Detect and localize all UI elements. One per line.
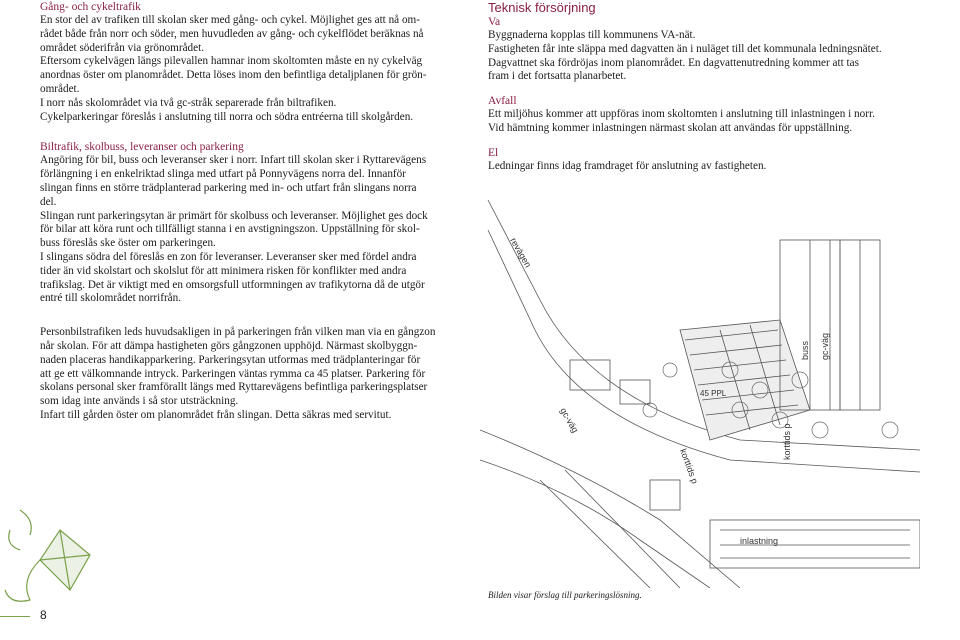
para-line: Dagvattnet ska fördröjas inom planområdet. En dagvattenutredning kommer att tas — [488, 56, 859, 69]
para-line: I slingans södra del föreslås en zon för leveranser. Leveranser sker med fördel andra — [40, 250, 417, 263]
para-line: Ett miljöhus kommer att uppföras inom skoltomten i anslutning till inlastningen i norr. — [488, 108, 875, 121]
road-line — [480, 430, 740, 588]
page-number: 8 — [40, 608, 47, 622]
gc-label: gc-väg — [820, 332, 830, 360]
section-biltrafik — [40, 140, 480, 306]
building-lines — [810, 240, 860, 410]
kite-decoration — [0, 500, 120, 610]
para-line: I norr nås skolområdet via två gc-stråk separerade från biltrafiken. — [40, 96, 337, 109]
para-line: som idag inte används i så stor utsträckning. — [40, 395, 239, 408]
para-line: Ledningar finns idag framdraget för anslutning av fastigheten. — [488, 159, 767, 172]
para-line: förlängning i en enkelriktad slinga med utfart på Ponnyvägens norra del. Innanför — [40, 168, 406, 181]
para-line: anordnas öster om planområdet. Detta löses inom den befintliga detaljplanen för grön- — [40, 69, 427, 82]
plan-block — [650, 480, 680, 510]
road-line — [480, 460, 710, 588]
korttid-label: korttids p — [782, 423, 792, 460]
para-line: rådet både från norr och söder, men huvudleden av gång- och cykelflödet beräknas nå — [40, 27, 424, 40]
heading-biltrafik: Biltrafik, skolbuss, leveranser och parkering — [40, 141, 244, 154]
para-line: del. — [40, 195, 57, 208]
left-column — [40, 0, 480, 427]
para-line: Personbilstrafiken leds huvudsakligen in på parkeringen från vilken man via en gångzon — [40, 326, 436, 339]
para-line: Infart till gården öster om planområdet från slingan. Detta säkras med servitut. — [40, 408, 392, 421]
para-line: området. — [40, 82, 80, 95]
bus-label: buss — [800, 340, 810, 360]
para-line: slingan finns en större trädplanterad parkering med in- och utfart från slingans norra — [40, 181, 417, 194]
section-gang-cykel — [40, 0, 480, 124]
korttid-label: korttids p — [678, 447, 701, 485]
para-line: trafikslag. Det är viktigt med en omsorgsfull utformningen av trafikytorna då de utgör — [40, 278, 425, 291]
plan-block — [570, 360, 610, 390]
para-line: fram i det fortsatta planarbetet. — [488, 70, 627, 83]
para-line: Byggnaderna kopplas till kommunens VA-nät. — [488, 29, 696, 41]
para-line: entré till skolområdet norrifrån. — [40, 292, 182, 305]
para-line: Cykelparkeringar föreslås i anslutning till norra och södra entréerna till skolgården. — [40, 110, 414, 123]
heading-avfall: Avfall — [488, 95, 517, 108]
divider — [0, 616, 30, 617]
para-line: området söderifrån via grönområdet. — [40, 41, 205, 54]
inlastning-label: inlastning — [740, 536, 779, 546]
para-line: Fastigheten får inte släppa med dagvatten än i nuläget till det kommunala ledningsnätet. — [488, 42, 882, 55]
para-line: Angöring för bil, buss och leveranser sker i norr. Infart till skolan sker i Ryttarevägens — [40, 154, 427, 167]
heading-va: Va — [488, 16, 501, 28]
para-line: når skolan. För att dämpa hastigheten görs gångzonen upphöjd. Närmast skolbyggn- — [40, 339, 418, 352]
right-column — [488, 0, 928, 174]
para-line: Slingan runt parkeringsytan är primärt för skolbuss och leveranser. Möjlighet ges dock — [40, 209, 428, 222]
para-line: Vid hämtning kommer inlastningen närmast skolan att användas för uppställning. — [488, 121, 853, 134]
figure-caption: Bilden visar förslag till parkeringslösning. — [488, 590, 642, 600]
section-title-teknisk: Teknisk försörjning — [488, 0, 596, 15]
section-personbil — [40, 326, 480, 423]
para-line: buss föreslås ske öster om parkeringen. — [40, 237, 216, 250]
para-line: En stor del av trafiken till skolan sker med gång- och cykel. Möjlighet ges att nå om- — [40, 14, 420, 26]
para-line: Eftersom cykelvägen längs pilevallen hamnar inom skoltomten måste en ny cykelväg — [40, 55, 423, 68]
heading-gang-cykel: Gång- och cykeltrafik — [40, 1, 141, 13]
para-line: naden placeras handikapparkering. Parkeringsytan utformas med trädplanteringar för — [40, 353, 421, 366]
gc-label: gc-väg — [558, 406, 581, 435]
gc-path — [540, 470, 680, 588]
plan-block — [620, 380, 650, 404]
para-line: skolans personal sker framförallt längs med Ryttarevägens befintliga parkeringsplatser — [40, 381, 428, 394]
para-line: att ge ett välkomnande intryck. Parkeringen väntas rymma ca 45 platser. Parkering för — [40, 367, 426, 380]
site-plan — [480, 180, 920, 588]
para-line: för bilar att köra runt och tillfälligt stanna i en avstigningszon. Uppställning för skol- — [40, 223, 420, 236]
para-line: tider än vid skolstart och skolslut för att minimera risken för konflikter med andra — [40, 264, 407, 277]
road-label: revägen — [508, 236, 534, 270]
heading-el: El — [488, 146, 499, 159]
parking-count-label: 45 PPL — [700, 389, 727, 398]
